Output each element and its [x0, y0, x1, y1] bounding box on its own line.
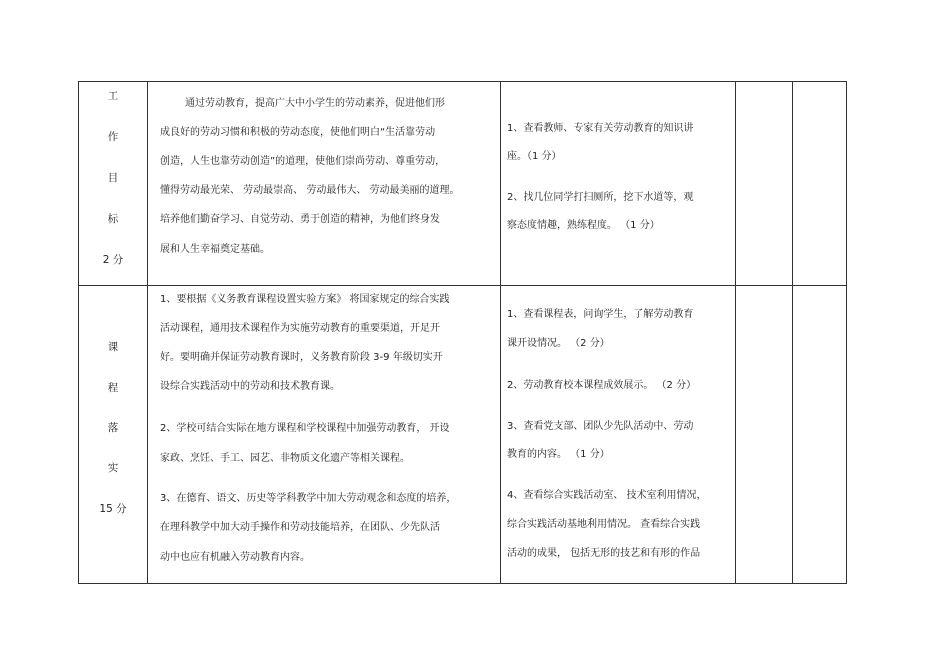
criteria-line: 3、查看党支部、团队少先队活动中、劳动	[507, 421, 694, 432]
criteria-line: 1、查看课程表，问询学生，了解劳动教育	[507, 309, 694, 320]
content-line: 创造，人生也靠劳动创造”的道理，使他们崇尚劳动、尊重劳动，	[160, 156, 446, 167]
criteria-line: 2、找几位同学打扫厕所，挖下水道等，观	[507, 192, 694, 203]
table-col-divider-4	[792, 81, 793, 584]
table-row-divider	[78, 285, 847, 286]
criteria-line: 活动的成果， 包括无形的技艺和有形的作品	[507, 548, 701, 559]
table-border-bottom	[78, 583, 847, 584]
table-col-divider-2	[500, 81, 501, 584]
row-label-char: 程	[107, 382, 119, 394]
criteria-line: 4、查看综合实践活动室、 技术室利用情况，	[507, 490, 707, 501]
content-line: 家政、烹饪、手工、园艺、非物质文化遗产等相关课程。	[160, 453, 410, 464]
content-line: 活动课程，通用技术课程作为实施劳动教育的重要渠道，开足开	[160, 323, 440, 334]
row-label-char: 目	[107, 172, 119, 184]
row-label-char: 落	[107, 422, 119, 434]
row-label-char: 工	[107, 90, 119, 102]
table-border-right	[846, 81, 847, 584]
row-label-char: 课	[107, 341, 119, 353]
table-border-left	[78, 81, 79, 584]
criteria-line: 1、查看教师、专家有关劳动教育的知识讲	[507, 123, 694, 134]
content-line: 展和人生幸福奠定基础。	[160, 244, 270, 255]
content-line: 好。要明确并保证劳动教育课时，义务教育阶段 3-9 年级切实开	[160, 352, 443, 363]
criteria-line: 综合实践活动基地利用情况。 查看综合实践	[507, 519, 701, 530]
content-line: 成良好的劳动习惯和积极的劳动态度，使他们明白“生活靠劳动	[160, 127, 436, 138]
content-line: 通过劳动教育，提高广大中小学生的劳动素养，促进他们形	[185, 98, 445, 109]
row-score-label: 15 分	[99, 503, 127, 515]
content-line: 懂得劳动最光荣、 劳动最崇高、 劳动最伟大、 劳动最美丽的道理。	[160, 185, 460, 196]
row-label-char: 作	[107, 131, 119, 143]
table-col-divider-3	[735, 81, 736, 584]
table-border-top	[78, 81, 847, 82]
content-line: 2、学校可结合实际在地方课程和学校课程中加强劳动教育， 开设	[160, 423, 450, 434]
content-line: 1、要根据《义务教育课程设置实验方案》 将国家规定的综合实践	[160, 294, 450, 305]
content-line: 动中也应有机融入劳动教育内容。	[160, 552, 310, 563]
content-line: 3、在德育、语文、历史等学科教学中加大劳动观念和态度的培养，	[160, 493, 457, 504]
criteria-line: 2、劳动教育校本课程成效展示。 （2 分）	[507, 380, 697, 391]
content-line: 设综合实践活动中的劳动和技术教育课。	[160, 381, 340, 392]
row-label-char: 实	[107, 462, 119, 474]
row-label-char: 标	[107, 213, 119, 225]
table-col-divider-1	[147, 81, 148, 584]
criteria-line: 课开设情况。 （2 分）	[507, 338, 610, 349]
content-line: 在理科教学中加大动手操作和劳动技能培养，在团队、少先队活	[160, 522, 440, 533]
criteria-line: 座。（1 分）	[507, 151, 562, 162]
criteria-line: 教育的内容。 （1 分）	[507, 449, 610, 460]
criteria-line: 察态度情趣，熟练程度。 （1 分）	[507, 220, 660, 231]
row-score-label: 2 分	[102, 254, 124, 266]
content-line: 培养他们勤奋学习、自觉劳动、勇于创造的精神，为他们终身发	[160, 214, 440, 225]
